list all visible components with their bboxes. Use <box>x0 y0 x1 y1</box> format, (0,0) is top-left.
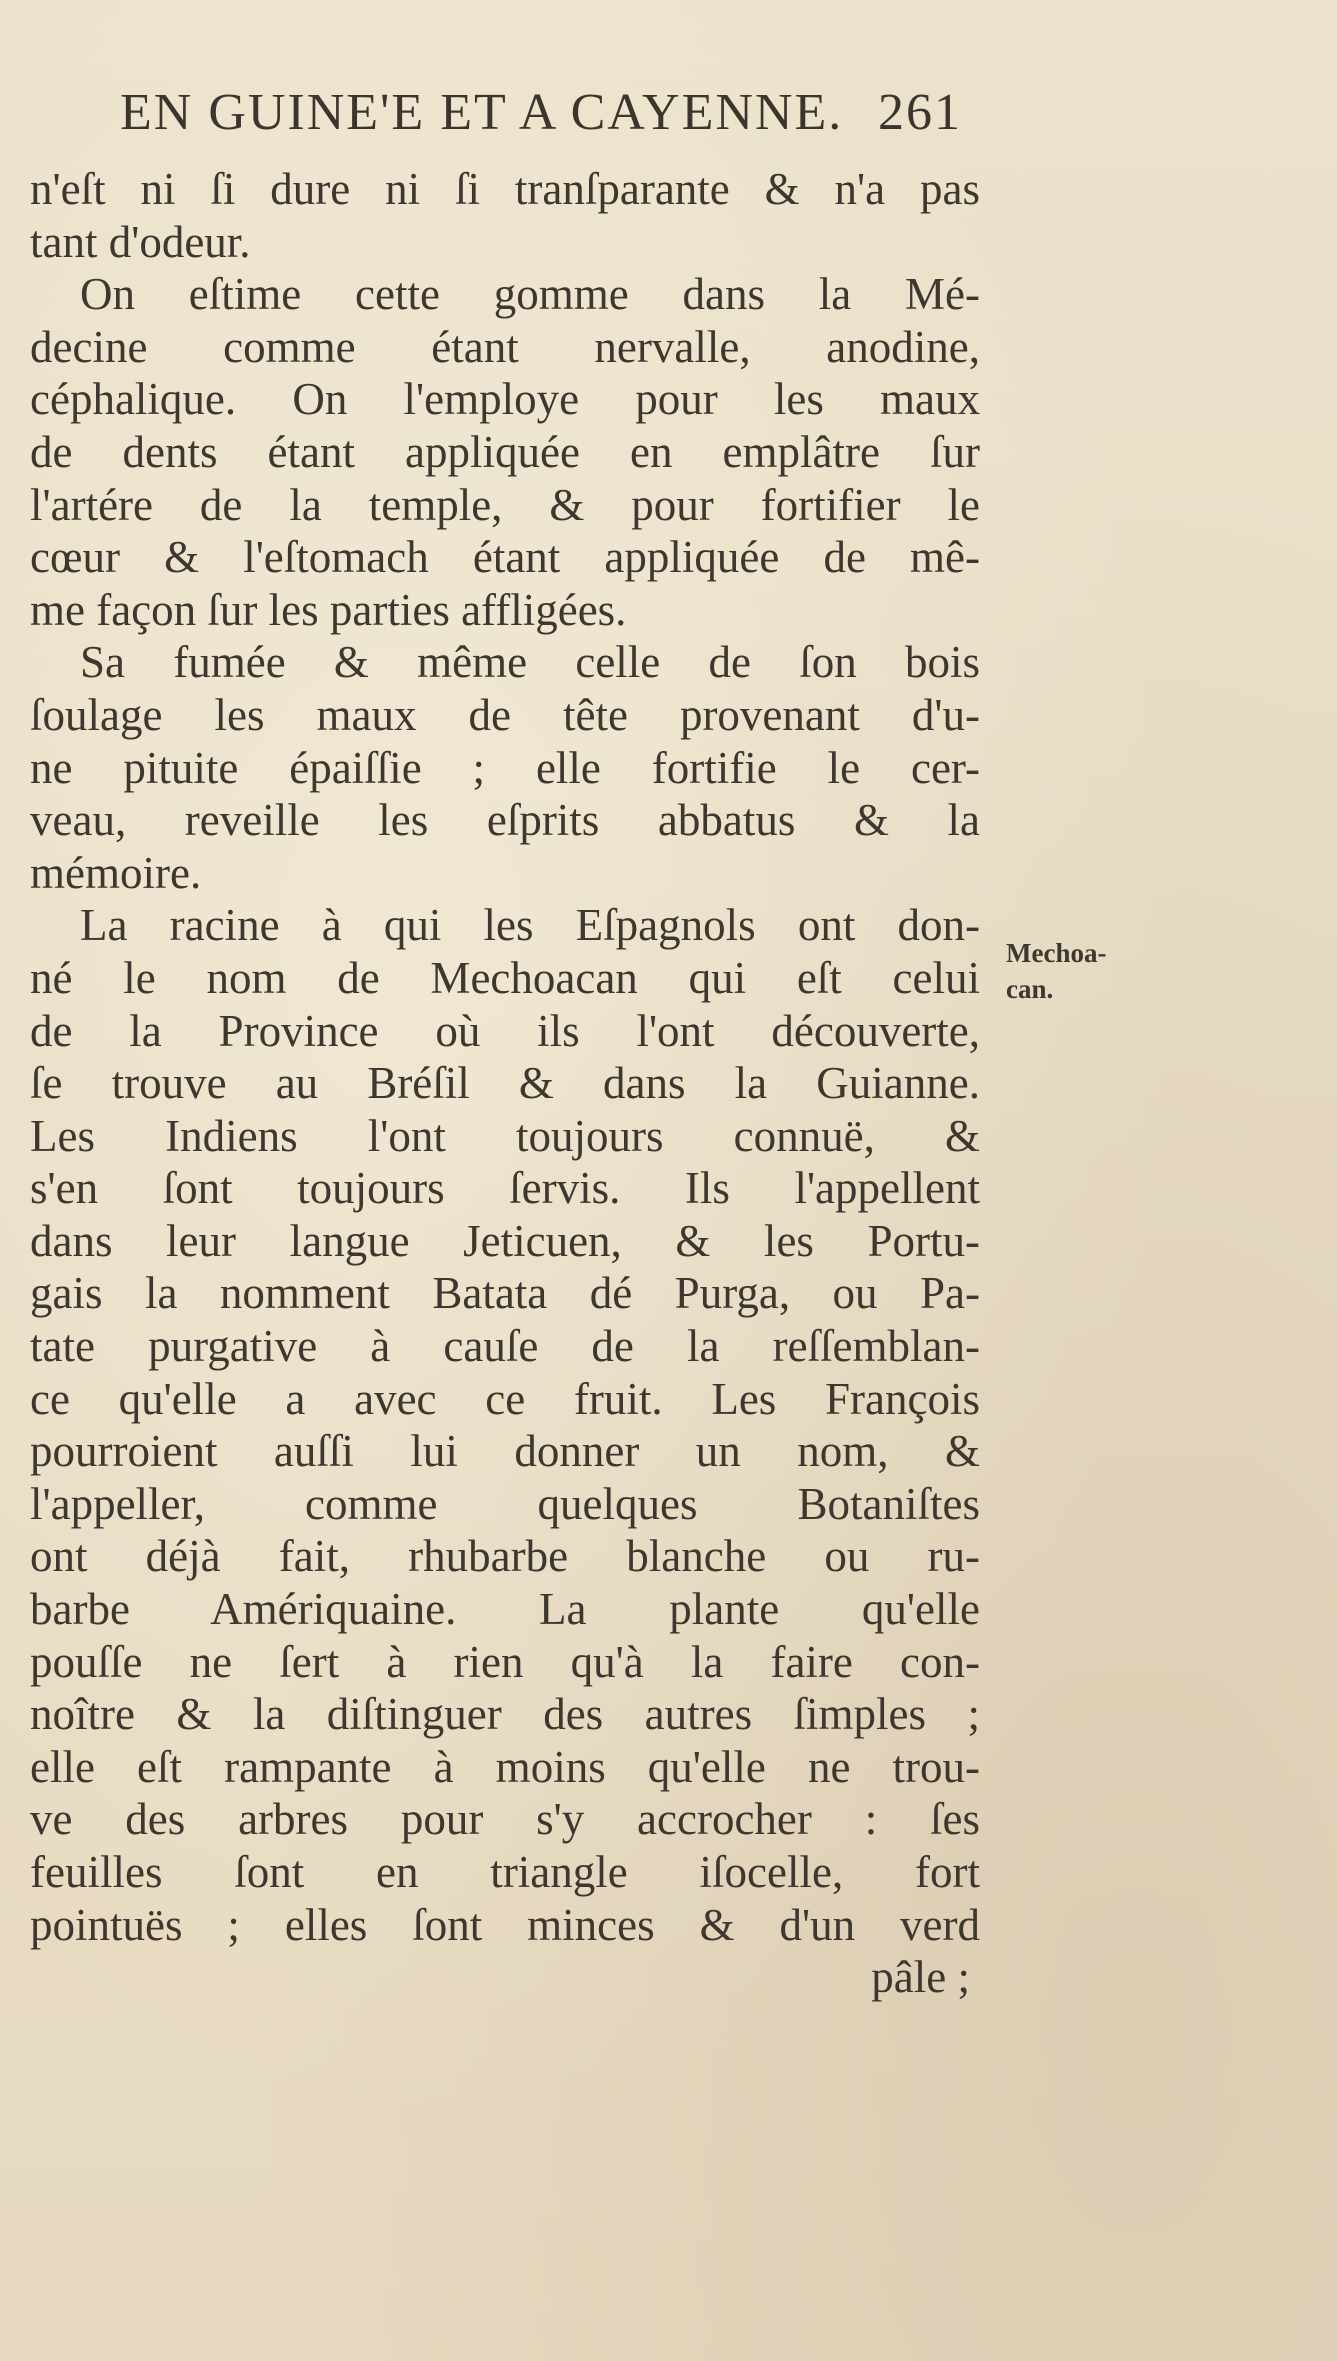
text-line: pourroient auſſi lui donner un nom, & <box>30 1426 980 1477</box>
text-line: me façon ſur les parties affligées. <box>30 584 627 635</box>
text-line: barbe Amériquaine. La plante qu'elle <box>30 1584 980 1635</box>
text-line: s'en ſont toujours ſervis. Ils l'appellent <box>30 1163 980 1214</box>
margin-note <box>1006 935 1206 1007</box>
text-line: feuilles ſont en triangle iſocelle, fort <box>30 1847 980 1897</box>
text-line: l'artére de la temple, & pour fortifier le <box>30 479 980 530</box>
running-head: EN GUINE'E ET A CAYENNE. <box>120 84 844 141</box>
text-line: veau, reveille les eſprits abbatus & la <box>30 795 980 846</box>
catchword-line: pâle ; <box>871 1952 970 2003</box>
text-line: de la Province où ils l'ont découverte, <box>30 1005 980 1056</box>
text-line: noître & la diſtinguer des autres ſimples ; <box>30 1689 980 1740</box>
text-line: pointuës ; elles ſont minces & d'un verd <box>30 1899 980 1950</box>
margin-note-line: can. <box>1006 974 1054 1004</box>
text-line: cœur & l'eſtomach étant appliquée de mê- <box>30 532 980 583</box>
text-line: dans leur langue Jeticuen, & les Portu- <box>30 1215 980 1266</box>
text-line: tate purgative à cauſe de la reſſemblan- <box>30 1321 980 1372</box>
text-line: ſoulage les maux de tête provenant d'u- <box>30 689 980 740</box>
text-line: ce qu'elle a avec ce fruit. Les François <box>30 1373 980 1424</box>
text-line: ne pituite épaiſſie ; elle fortifie le cer- <box>30 742 980 793</box>
page-header <box>120 78 980 148</box>
text-line: de dents étant appliquée en emplâtre ſur <box>30 426 980 477</box>
text-line: ont déjà fait, rhubarbe blanche ou ru- <box>30 1531 980 1582</box>
text-line: l'appeller, comme quelques Botaniſtes <box>30 1478 980 1529</box>
text-line: elle eſt rampante à moins qu'elle ne trou- <box>30 1741 980 1792</box>
text-line: mémoire. <box>30 847 202 898</box>
text-line: decine comme étant nervalle, anodine, <box>30 321 980 372</box>
text-line: céphalique. On l'employe pour les maux <box>30 374 980 425</box>
text-line: La racine à qui les Eſpagnols ont don- <box>80 900 980 951</box>
text-line: gais la nomment Batata dé Purga, ou Pa- <box>30 1268 980 1319</box>
text-line: tant d'odeur. <box>30 216 251 267</box>
text-line: ſe trouve au Bréſil & dans la Guianne. <box>30 1058 980 1109</box>
text-line: n'eſt ni ſi dure ni ſi tranſparante & n'a pas <box>30 164 980 214</box>
text-line: Sa fumée & même celle de ſon bois <box>80 637 980 688</box>
text-line: pouſſe ne ſert à rien qu'à la faire con- <box>30 1636 980 1687</box>
margin-note-line: Mechoa- <box>1006 938 1107 968</box>
text-line: Les Indiens l'ont toujours connuë, & <box>30 1110 980 1161</box>
page-number: 261 <box>878 84 962 141</box>
body-text <box>30 163 980 2004</box>
text-line: On eſtime cette gomme dans la Mé- <box>80 269 980 320</box>
text-line: né le nom de Mechoacan qui eſt celui <box>30 952 980 1003</box>
text-line: ve des arbres pour s'y accrocher : ſes <box>30 1794 980 1845</box>
